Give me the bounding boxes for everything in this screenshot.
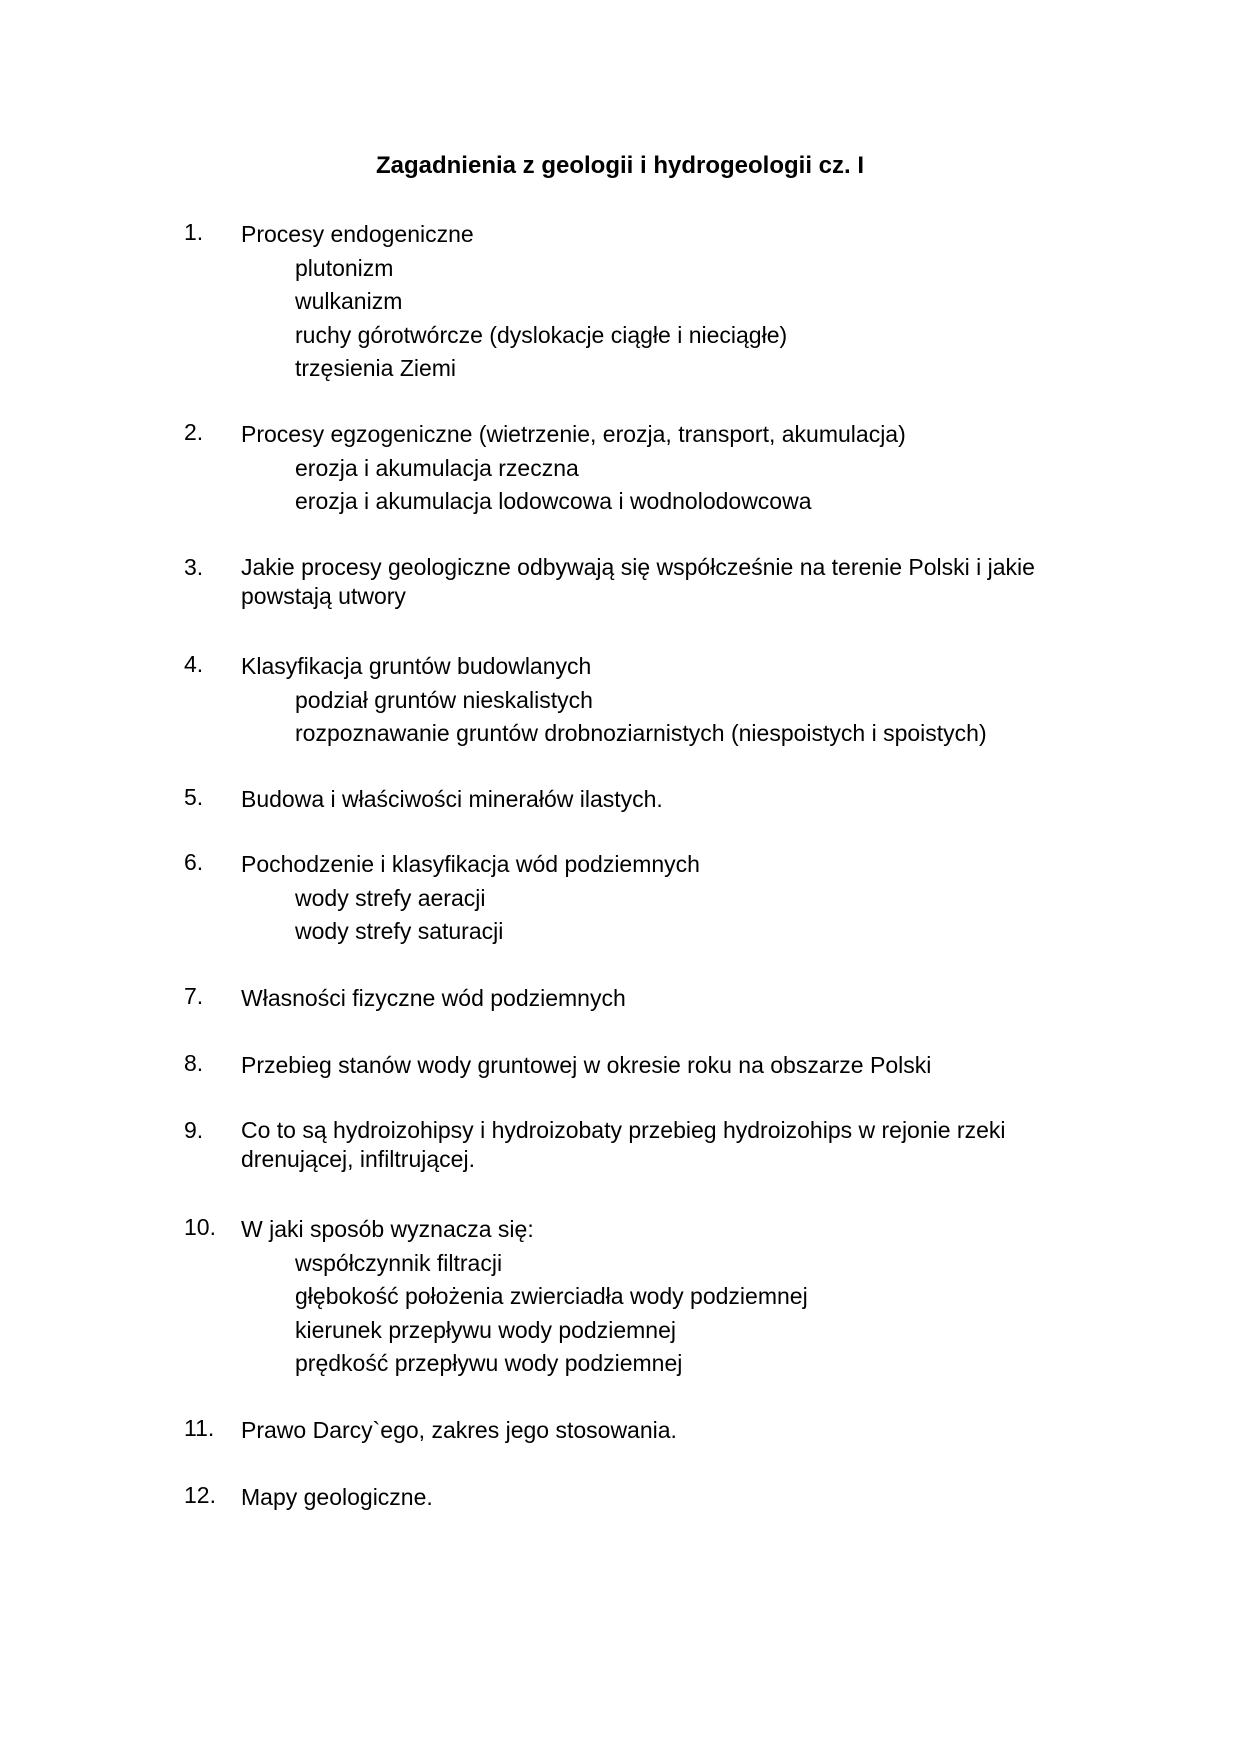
- page-title: Zagadnienia z geologii i hydrogeologii cz. I: [375, 152, 865, 179]
- item-number: 2.: [184, 419, 204, 445]
- item-text: Procesy egzogeniczne (wietrzenie, erozja, transport, akumulacja): [241, 421, 906, 447]
- subitem: trzęsienia Ziemi: [295, 355, 457, 381]
- item-text: Jakie procesy geologiczne odbywają się współcześnie na terenie Polski i jakie powstają utwory: [241, 554, 1035, 609]
- subitem: erozja i akumulacja lodowcowa i wodnolodowcowa: [295, 488, 812, 514]
- item-number: 6.: [184, 849, 204, 875]
- item-number: 12.: [184, 1482, 216, 1508]
- subitem: prędkość przepływu wody podziemnej: [295, 1350, 683, 1376]
- item-text: Własności fizyczne wód podziemnych: [241, 985, 626, 1011]
- item-number: 4.: [184, 651, 204, 677]
- subitem: ruchy górotwórcze (dyslokacje ciągłe i nieciągłe): [295, 321, 788, 348]
- subitem: rozpoznawanie gruntów drobnoziarnistych (niespoistych i spoistych): [295, 720, 987, 746]
- item-text: Pochodzenie i klasyfikacja wód podziemnych: [241, 851, 700, 877]
- item-number: 5.: [184, 784, 204, 810]
- item-text: Klasyfikacja gruntów budowlanych: [241, 653, 592, 679]
- subitem: współczynnik filtracji: [295, 1249, 503, 1276]
- item-text: Budowa i właściwości minerałów ilastych.: [241, 786, 663, 812]
- subitem: wulkanizm: [295, 288, 403, 314]
- subitem: wody strefy aeracji: [295, 884, 486, 911]
- item-number: 11.: [184, 1415, 215, 1441]
- item-number: 7.: [184, 983, 204, 1009]
- item-text: Przebieg stanów wody gruntowej w okresie roku na obszarze Polski: [241, 1052, 932, 1078]
- item-number: 1.: [184, 219, 204, 245]
- item-number: 10.: [184, 1214, 216, 1240]
- subitem: erozja i akumulacja rzeczna: [295, 454, 579, 481]
- subitem: podział gruntów nieskalistych: [295, 686, 593, 713]
- item-number: 9.: [184, 1117, 204, 1143]
- item-text: Prawo Darcy`ego, zakres jego stosowania.: [241, 1417, 677, 1443]
- subitem: wody strefy saturacji: [295, 918, 504, 944]
- subitem: kierunek przepływu wody podziemnej: [295, 1316, 676, 1343]
- item-text: Procesy endogeniczne: [241, 221, 474, 247]
- item-text: Mapy geologiczne.: [241, 1484, 433, 1510]
- item-text: W jaki sposób wyznacza się:: [241, 1216, 534, 1242]
- item-number: 8.: [184, 1050, 204, 1076]
- item-number: 3.: [184, 554, 204, 580]
- subitem: plutonizm: [295, 254, 394, 281]
- item-text: Co to są hydroizohipsy i hydroizobaty przebieg hydroizohips w rejonie rzeki drenującej, infiltrującej.: [241, 1117, 1006, 1172]
- subitem: głębokość położenia zwierciadła wody podziemnej: [295, 1283, 808, 1309]
